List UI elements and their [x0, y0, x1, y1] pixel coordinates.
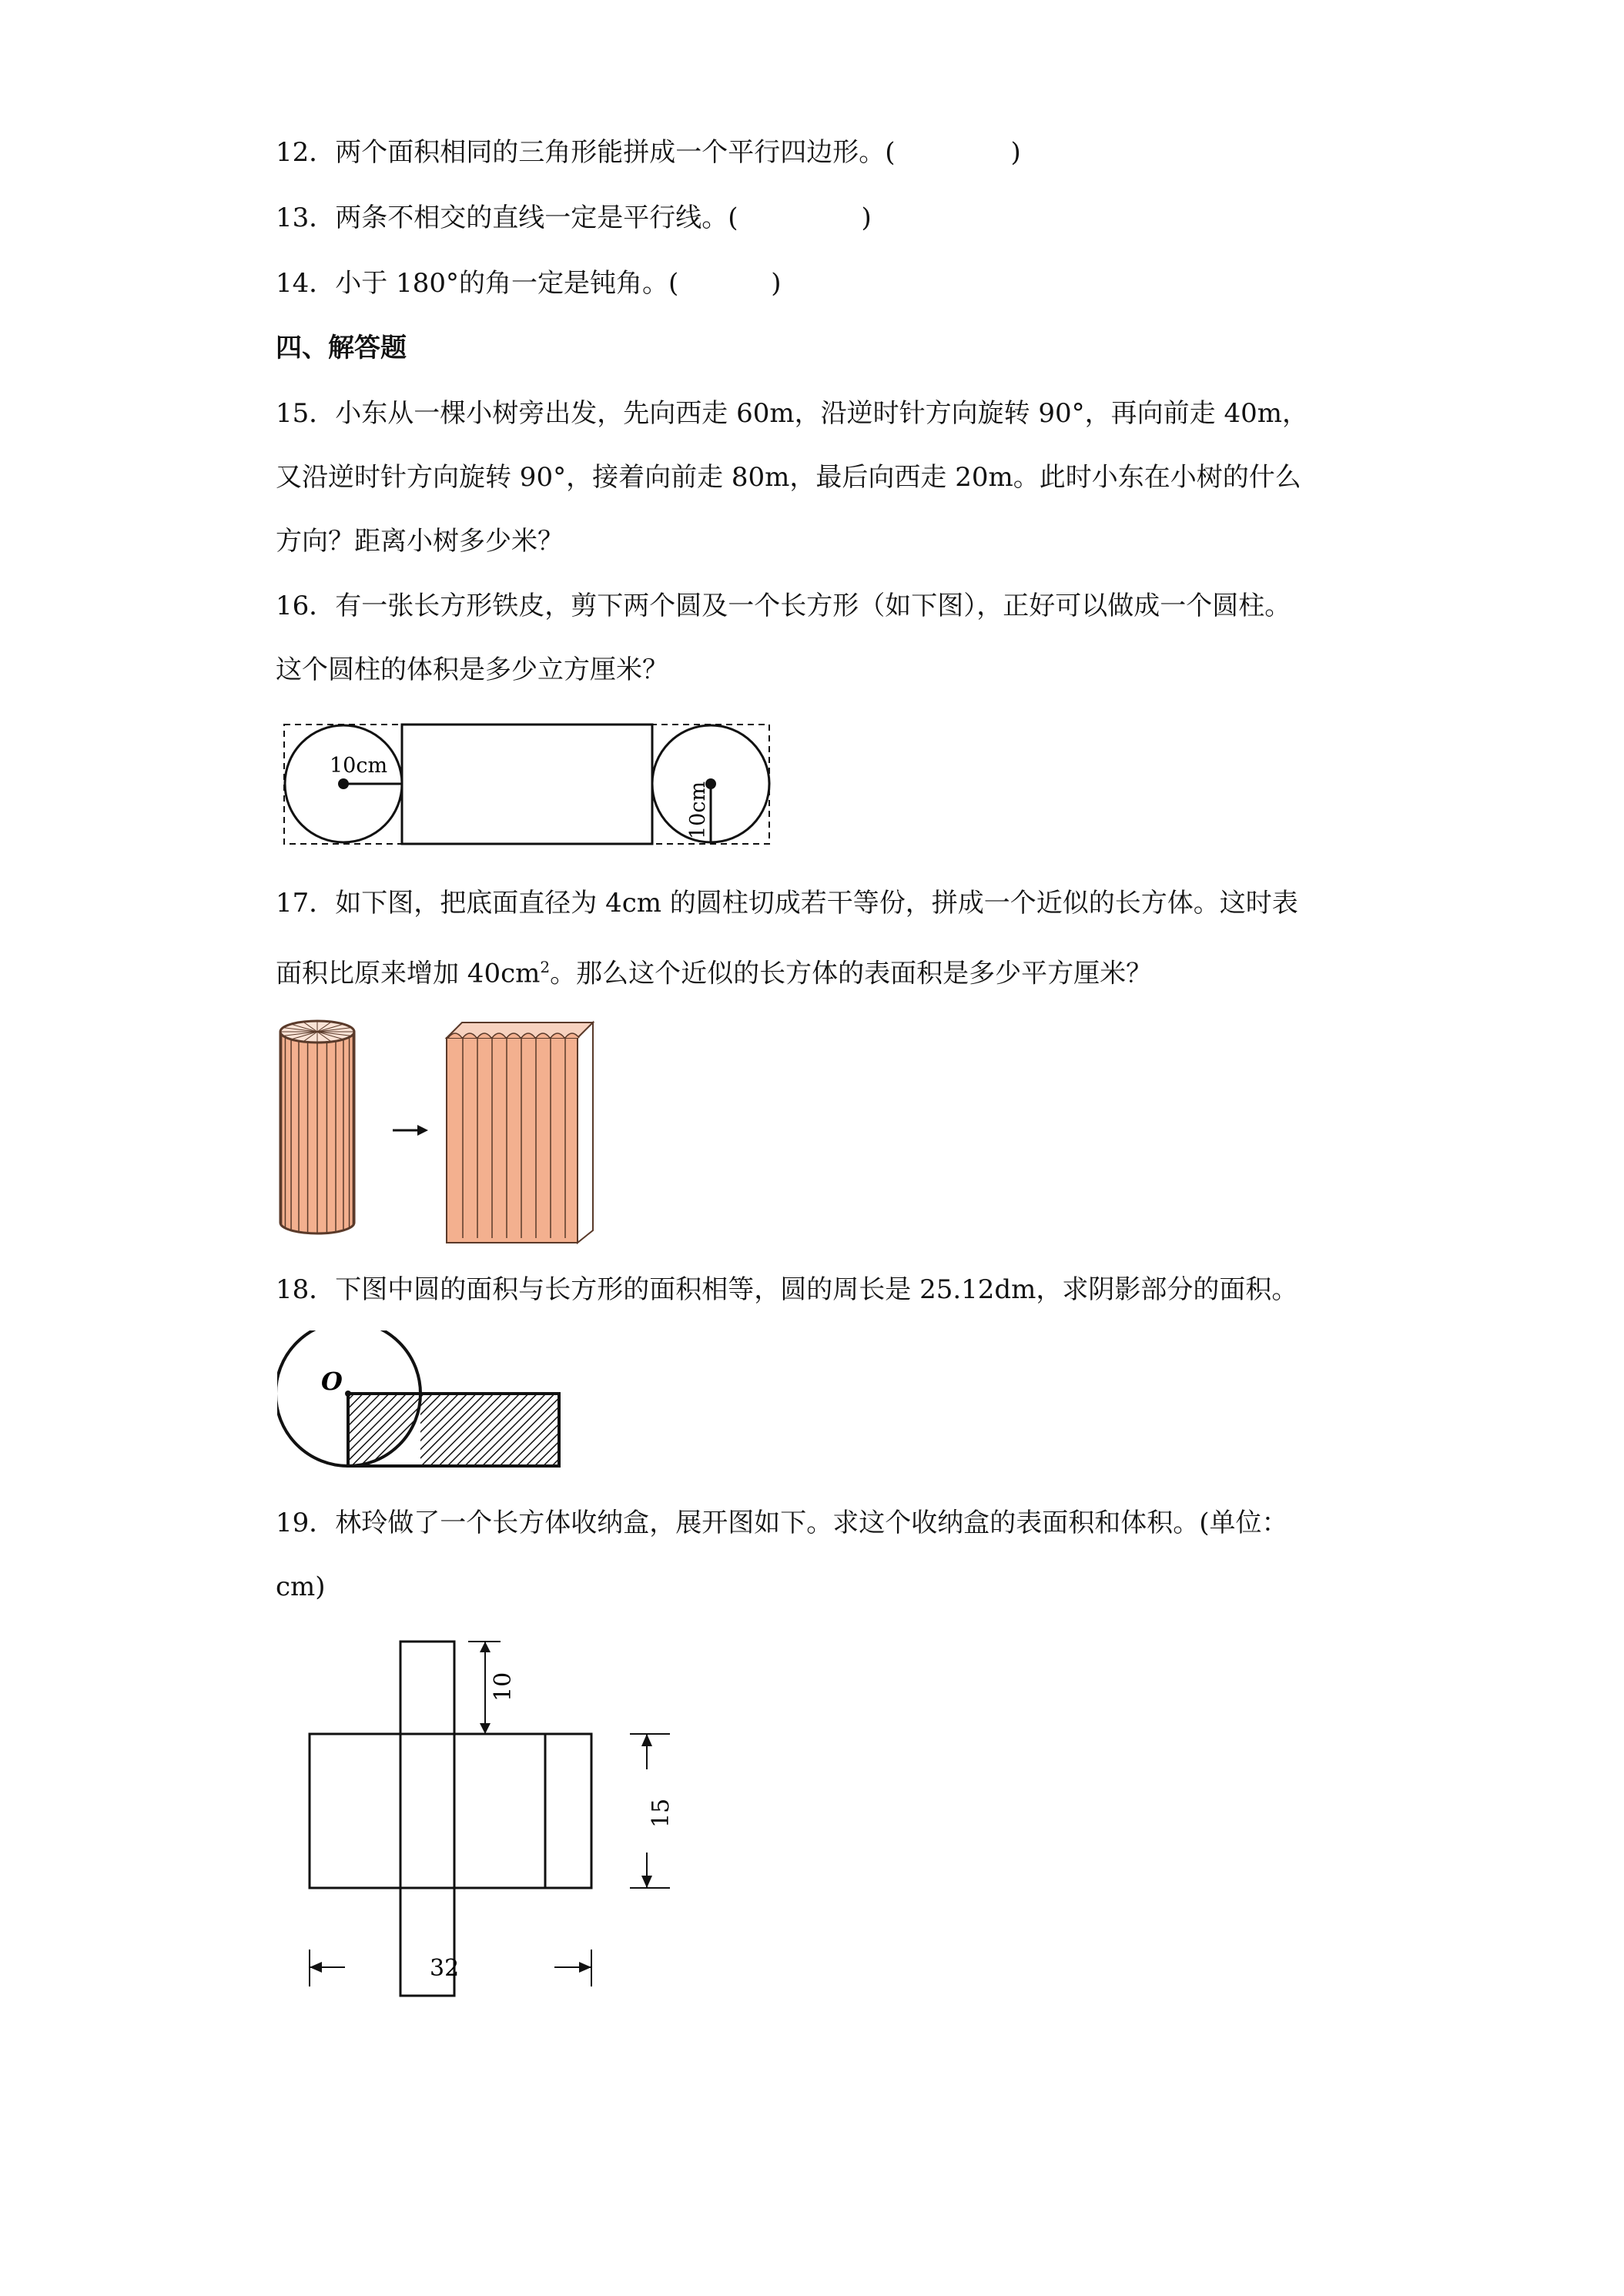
cylinder	[280, 1021, 354, 1233]
q16-line-2: 这个圆柱的体积是多少立方厘米？	[276, 654, 668, 685]
question-14	[276, 268, 782, 299]
question-text: 两个面积相同的三角形能拼成一个平行四边形。(	[335, 137, 896, 168]
dim-15-label: 15	[648, 1798, 675, 1828]
left-center-dot	[338, 778, 349, 789]
question-number: 14．	[276, 268, 336, 299]
right-radius-label: 10cm	[686, 781, 710, 839]
q19-net-figure	[300, 1631, 701, 2077]
q16-line-1: 16．有一张长方形铁皮，剪下两个圆及一个长方形（如下图），正好可以做成一个圆柱。	[276, 591, 1291, 621]
q15-line-1: 15．小东从一棵小树旁出发，先向西走 60m，沿逆时针方向旋转 90°，再向前走 40m，	[276, 398, 1308, 429]
superscript: 2	[540, 958, 551, 976]
section-title: 四、解答题	[276, 333, 407, 363]
answer-paren-close: )	[861, 202, 872, 233]
side-rectangle	[402, 725, 652, 844]
q17-line-2	[276, 952, 1152, 989]
question-number: 12．	[276, 137, 336, 168]
q19-line-1: 19．林玲做了一个长方体收纳盒，展开图如下。求这个收纳盒的表面积和体积。(单位：	[276, 1508, 1288, 1538]
q17-line-2-b: 。那么这个近似的长方体的表面积是多少平方厘米？	[550, 958, 1153, 989]
answer-paren-close: )	[771, 268, 782, 299]
dim-32-label: 32	[430, 1955, 460, 1982]
q18-figure	[277, 1330, 570, 1484]
q17-line-1: 17．如下图，把底面直径为 4cm 的圆柱切成若干等份，拼成一个近似的长方体。这时表	[276, 888, 1298, 919]
question-text: 两条不相交的直线一定是平行线。(	[335, 202, 738, 233]
q15-line-3: 方向？距离小树多少米？	[276, 526, 564, 557]
q18-line-1: 18．下图中圆的面积与长方形的面积相等，圆的周长是 25.12dm，求阴影部分的面积。	[276, 1274, 1298, 1305]
dim-10-label: 10	[490, 1672, 517, 1702]
q17-line-2-a: 面积比原来增加 40cm	[276, 958, 541, 989]
net-row	[310, 1734, 591, 1888]
question-13	[276, 202, 872, 233]
transform-arrow-icon	[393, 1125, 428, 1136]
center-dot	[345, 1391, 351, 1397]
left-radius-label: 10cm	[330, 754, 388, 778]
question-number: 13．	[276, 202, 336, 233]
net-column	[400, 1642, 454, 1996]
approx-cuboid	[447, 1022, 593, 1243]
question-12	[276, 137, 1021, 168]
q16-figure	[281, 720, 782, 851]
q19-line-2: cm)	[276, 1571, 326, 1602]
question-text: 小于 180°的角一定是钝角。(	[335, 268, 679, 299]
q17-figure	[277, 1015, 616, 1246]
answer-paren-close: )	[1010, 137, 1021, 168]
center-label: O	[321, 1367, 343, 1396]
q15-line-2: 又沿逆时针方向旋转 90°，接着向前走 80m，最后向西走 20m。此时小东在小树的什么	[276, 462, 1301, 493]
shaded-rect-part	[420, 1394, 559, 1466]
